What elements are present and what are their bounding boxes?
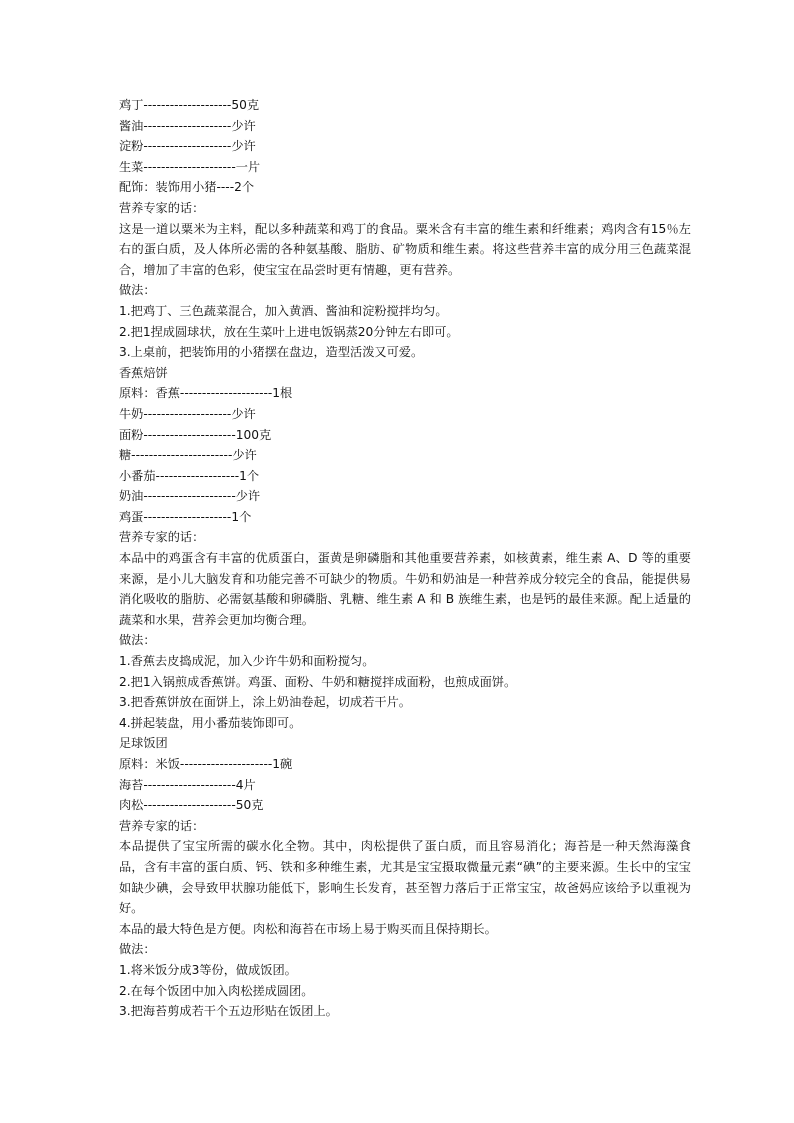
recipe-title: 足球饭团: [119, 736, 168, 751]
recipe-section-2: [119, 363, 691, 734]
method-step: 1.将米饭分成3等份，做成饭团。: [119, 962, 297, 977]
ingredient-line: 生菜---------------------一片: [119, 159, 261, 174]
method-step: 2.在每个饭团中加入肉松搓成圆团。: [119, 983, 314, 998]
document-body: [119, 95, 691, 1022]
method-label: 做法：: [119, 283, 156, 298]
expert-label: 营养专家的话：: [119, 200, 205, 215]
recipe-section-1: [119, 95, 691, 363]
recipe-section-3: [119, 733, 691, 1021]
expert-paragraph: 这是一道以粟米为主料，配以多种蔬菜和鸡丁的食品。粟米含有丰富的维生素和纤维素；鸡肉含有15％左右的蛋白质，及人体所必需的各种氨基酸、脂肪、矿物质和维生素。将这些营养丰富的成分用三色蔬菜混合，增加了丰富的色彩，使宝宝在品尝时更有情趣，更有营养。: [119, 221, 691, 277]
ingredient-line: 面粉---------------------100克: [119, 427, 272, 442]
ingredient-line: 鸡丁--------------------50克: [119, 98, 260, 112]
ingredient-line: 糖-----------------------少许: [119, 448, 257, 463]
ingredient-line: 配饰：装饰用小猪----2个: [119, 180, 255, 195]
ingredient-line: 海苔---------------------4片: [119, 777, 256, 792]
ingredient-line: 原料：香蕉---------------------1根: [119, 386, 293, 401]
ingredient-line: 鸡蛋--------------------1个: [119, 509, 252, 524]
method-step: 2.把1捏成圆球状，放在生菜叶上进电饭锅蒸20分钟左右即可。: [119, 324, 459, 339]
method-step: 3.把海苔剪成若干个五边形贴在饭团上。: [119, 1004, 338, 1019]
ingredient-line: 酱油--------------------少许: [119, 118, 256, 133]
recipe-title: 香蕉焙饼: [119, 365, 168, 380]
ingredient-line: 肉松---------------------50克: [119, 798, 264, 813]
method-step: 3.把香蕉饼放在面饼上，涂上奶油卷起，切成若干片。: [119, 695, 411, 710]
method-step: 2.把1入锅煎成香蕉饼。鸡蛋、面粉、牛奶和糖搅拌成面粉，也煎成面饼。: [119, 674, 517, 689]
method-step: 4.拼起装盘，用小番茄装饰即可。: [119, 715, 302, 730]
method-label: 做法：: [119, 633, 156, 648]
expert-label: 营养专家的话：: [119, 818, 205, 833]
expert-paragraph: 本品中的鸡蛋含有丰富的优质蛋白，蛋黄是卵磷脂和其他重要营养素，如核黄素，维生素 A、D 等的重要来源，是小儿大脑发育和功能完善不可缺少的物质。牛奶和奶油是一种营养成分较完全的食品，能提供易消化吸收的脂肪、必需氨基酸和卵磷脂、乳糖、维生素 A 和 B 族维生素，也是钙的最佳来源。配上适量的蔬菜和水果，营养会更加均衡合理。: [119, 551, 691, 627]
expert-label: 营养专家的话：: [119, 530, 205, 545]
ingredient-line: 牛奶--------------------少许: [119, 406, 256, 421]
method-step: 3.上桌前，把装饰用的小猪摆在盘边，造型活泼又可爱。: [119, 345, 424, 360]
ingredient-line: 原料：米饭---------------------1碗: [119, 757, 293, 771]
method-step: 1.香蕉去皮捣成泥，加入少许牛奶和面粉搅匀。: [119, 654, 375, 669]
ingredient-line: 奶油---------------------少许: [119, 489, 261, 504]
ingredient-line: 淀粉--------------------少许: [119, 139, 256, 154]
method-label: 做法：: [119, 942, 156, 957]
method-step: 1.把鸡丁、三色蔬菜混合，加入黄酒、酱油和淀粉搅拌均匀。: [119, 303, 448, 318]
ingredient-line: 小番茄-------------------1个: [119, 468, 260, 483]
expert-paragraph: 本品的最大特色是方便。肉松和海苔在市场上易于购买而且保持期长。: [119, 921, 497, 936]
expert-paragraph: 本品提供了宝宝所需的碳水化全物。其中，肉松提供了蛋白质，而且容易消化；海苔是一种天然海藻食品，含有丰富的蛋白质、钙、铁和多种维生素，尤其是宝宝摄取微量元素“碘”的主要来源。生长中的宝宝如缺少碘，会导致甲状腺功能低下，影响生长发育，甚至智力落后于正常宝宝，故爸妈应该给予以重视为好。: [119, 839, 691, 916]
